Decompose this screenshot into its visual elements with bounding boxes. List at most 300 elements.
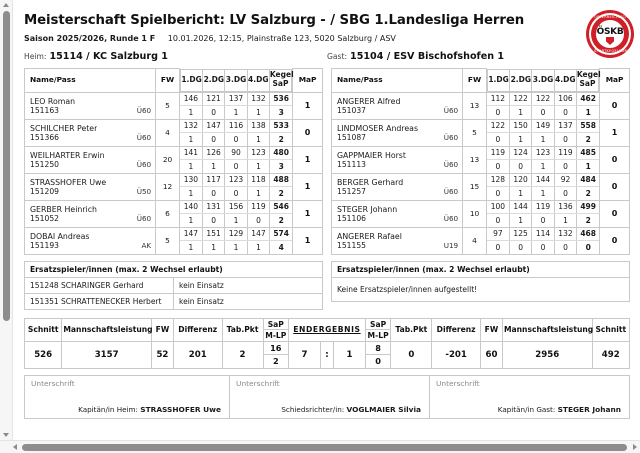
substitute-player: 151351 SCHRATTENECKER Herbert [25, 293, 174, 309]
pin-score: 138 [247, 120, 269, 133]
set-point: 0 [554, 187, 576, 200]
table-header-row [332, 69, 630, 93]
signature-guest-name: STEGER Johann [557, 404, 621, 414]
table-row [332, 146, 630, 173]
home-player-table [24, 68, 323, 255]
player-pass: 151155 [337, 240, 366, 250]
player-name: SCHILCHER Peter [30, 123, 98, 133]
guest-tabpkt-value: 0 [391, 341, 432, 368]
home-mannschaftsleistung-value: 3157 [62, 341, 152, 368]
player-scores [486, 119, 599, 146]
player-scores [179, 200, 292, 227]
scroll-up-arrow-icon[interactable] [3, 3, 9, 7]
set-point: 1 [509, 214, 531, 227]
player-fw: 12 [156, 173, 180, 200]
set-point: 0 [247, 214, 269, 227]
guest-mlp-value: 0 [375, 355, 381, 366]
setpoint-row [180, 160, 292, 173]
signature-referee-role: Schiedsrichter/in: [281, 404, 345, 414]
player-pass: 151052 [30, 213, 59, 223]
set-point: 1 [202, 241, 224, 254]
player-scores [179, 227, 292, 254]
set-point: 0 [495, 107, 501, 117]
report-header [14, 8, 640, 53]
pin-score: 124 [509, 147, 531, 160]
pin-score: 106 [554, 93, 576, 106]
player-pass: 151106 [337, 213, 366, 223]
set-point: 1 [188, 161, 194, 171]
player-fw: 6 [156, 200, 180, 227]
scroll-down-arrow-icon[interactable] [3, 433, 9, 437]
guest-column [331, 68, 630, 310]
player-class: Ü60 [136, 213, 152, 223]
total-pins: 558 [577, 120, 599, 133]
pin-score: 137 [554, 120, 576, 133]
col-fw: FW [463, 69, 487, 93]
set-point: 0 [202, 133, 224, 146]
report-subtitle [24, 33, 580, 44]
home-tabpkt-value: 2 [222, 341, 263, 368]
pin-score: 150 [509, 120, 531, 133]
setpoint-row [487, 106, 599, 119]
home-team-name: 15114 / KC Salzburg 1 [49, 51, 168, 62]
player-class: AK [141, 240, 152, 250]
total-set-points: 2 [270, 133, 292, 146]
set-point: 1 [532, 187, 554, 200]
player-class: Ü60 [443, 159, 459, 169]
home-team [24, 51, 327, 62]
total-set-points: 4 [270, 241, 292, 254]
table-row [332, 227, 630, 254]
scroll-right-arrow-icon[interactable] [633, 444, 637, 450]
player-map: 1 [293, 227, 323, 254]
set-point: 0 [225, 187, 247, 200]
player-name: ANGERER Alfred [337, 96, 401, 106]
player-pass: 151193 [30, 240, 59, 250]
guest-fw-value: 60 [480, 341, 502, 368]
pin-score: 121 [202, 93, 224, 106]
signature-row [14, 375, 640, 419]
guest-differenz-header: Differenz [432, 318, 481, 341]
set-point: 1 [247, 106, 269, 119]
guest-sap-mlp-header [365, 318, 391, 341]
set-point: 0 [532, 214, 554, 227]
player-pass: 151113 [337, 159, 366, 169]
pin-score: 128 [487, 174, 509, 187]
pin-score: 123 [532, 147, 554, 160]
pin-score: 132 [554, 228, 576, 241]
pin-score: 156 [225, 201, 247, 214]
table-row [25, 173, 323, 200]
player-name: ANGERER Rafael [337, 231, 402, 241]
player-name: BERGER Gerhard [337, 177, 404, 187]
pin-score: 140 [180, 201, 202, 214]
set-point: 0 [554, 133, 576, 146]
set-point: 0 [495, 242, 501, 252]
total-pins: 485 [577, 147, 599, 160]
home-mannschaftsleistung-header: Mannschaftsleistung [62, 318, 152, 341]
guest-label: Gast: [327, 52, 348, 61]
player-fw: 4 [156, 119, 180, 146]
signature-guest[interactable] [430, 375, 630, 419]
pin-row [487, 174, 599, 187]
player-name-cell [332, 173, 463, 200]
pin-score: 123 [247, 147, 269, 160]
signature-label: Unterschrift [31, 378, 75, 388]
setpoint-row [180, 106, 292, 119]
pin-score: 122 [509, 93, 531, 106]
table-row [25, 92, 323, 119]
total-pins: 484 [577, 174, 599, 187]
horizontal-scrollbar-thumb[interactable] [22, 444, 627, 451]
set-point: 1 [188, 107, 194, 117]
player-fw: 5 [463, 119, 487, 146]
pin-score: 146 [180, 93, 202, 106]
col-map: MaP [293, 69, 323, 93]
pin-score: 123 [225, 174, 247, 187]
pin-score: 131 [202, 201, 224, 214]
pin-score: 144 [532, 174, 554, 187]
pin-score: 122 [487, 120, 509, 133]
table-row [332, 173, 630, 200]
home-final-score: 7 [289, 341, 321, 368]
set-point: 0 [202, 106, 224, 119]
guest-team [327, 51, 630, 62]
player-scores [179, 173, 292, 200]
set-point: 0 [495, 161, 501, 171]
page-title: Meisterschaft Spielbericht: LV Salzburg - / SBG 1.Landesliga Herren [24, 13, 525, 28]
setpoint-row [180, 241, 292, 254]
set-point: 1 [247, 187, 269, 200]
pin-score: 97 [487, 228, 509, 241]
col-kegel-sap: Kegel SaP [576, 69, 598, 91]
set-point: 0 [554, 106, 576, 119]
col-name-pass: Name/Pass [25, 69, 156, 93]
player-scores [179, 119, 292, 146]
player-fw: 10 [463, 200, 487, 227]
set-point: 0 [202, 214, 224, 227]
pin-score: 136 [554, 201, 576, 214]
player-scores [486, 227, 599, 254]
document-body [14, 0, 640, 438]
player-name: DOBAI Andreas [30, 231, 90, 241]
pin-score: 117 [202, 174, 224, 187]
table-row [332, 119, 630, 146]
set-point: 1 [225, 106, 247, 119]
signature-guest-caption [498, 405, 621, 414]
set-point: 0 [495, 188, 501, 198]
home-schnitt-value: 526 [25, 341, 62, 368]
player-scores [486, 173, 599, 200]
substitutes-title: Ersatzspieler/innen (max. 2 Wechsel erlaubt) [25, 261, 323, 277]
setpoint-row [487, 241, 599, 254]
oeskb-logo-icon [586, 10, 634, 58]
player-name: GERBER Heinrich [30, 204, 97, 214]
player-map: 1 [293, 173, 323, 200]
player-tables [14, 68, 640, 310]
total-set-points: 1 [577, 160, 599, 173]
teams-row [14, 51, 640, 62]
player-pass: 151163 [30, 105, 59, 115]
home-sap-label: SaP [264, 319, 289, 330]
total-set-points: 2 [577, 214, 599, 227]
setpoint-row [180, 214, 292, 227]
player-scores [486, 92, 599, 119]
player-class: Ü50 [136, 186, 152, 196]
signature-home[interactable] [24, 375, 230, 419]
logo-text: ÖSKB [596, 27, 624, 37]
vertical-scrollbar[interactable] [0, 0, 13, 440]
set-point: 1 [509, 106, 531, 119]
player-fw: 5 [156, 92, 180, 119]
player-class: Ü60 [443, 132, 459, 142]
total-pins: 462 [577, 93, 599, 106]
table-row [332, 200, 630, 227]
guest-tabpkt-header: Tab.Pkt [391, 318, 432, 341]
logo-arc-bottom: SPORTKEGELBUND [594, 49, 631, 53]
set-point: 0 [202, 187, 224, 200]
guest-no-substitutes: Keine Ersatzspieler/innen aufgestellt! [332, 277, 630, 301]
signature-home-caption [78, 405, 221, 414]
col-map: MaP [600, 69, 630, 93]
player-name-cell [332, 92, 463, 119]
pin-score: 90 [225, 147, 247, 160]
match-details: 10.01.2026, 12:15, Plainstraße 123, 5020 Salzburg / ASV [167, 34, 396, 43]
home-mlp-value: 2 [272, 355, 279, 366]
player-class: Ü60 [136, 105, 152, 115]
set-point: 1 [247, 241, 269, 254]
guest-sap-label: SaP [366, 319, 391, 330]
set-point: 0 [554, 241, 576, 254]
player-name: GAPPMAIER Horst [337, 150, 406, 160]
pin-score: 129 [225, 228, 247, 241]
guest-sap-value: 8 [366, 342, 391, 355]
result-header-row [25, 318, 630, 341]
total-set-points: 2 [270, 187, 292, 200]
pin-score: 92 [554, 174, 576, 187]
set-point: 0 [509, 160, 531, 173]
table-header-row [25, 69, 323, 93]
player-scores [486, 200, 599, 227]
col-fw: FW [156, 69, 180, 93]
guest-final-score: 1 [334, 341, 366, 368]
table-row [25, 200, 323, 227]
total-set-points: 2 [270, 214, 292, 227]
player-name-cell [25, 173, 156, 200]
player-name-cell [332, 227, 463, 254]
set-point: 0 [495, 134, 501, 144]
pin-score: 116 [225, 120, 247, 133]
guest-sap-mlp-value [365, 341, 391, 368]
pin-score: 118 [247, 174, 269, 187]
setpoint-row [180, 133, 292, 146]
pin-score: 147 [202, 120, 224, 133]
pin-row [487, 201, 599, 214]
player-fw: 13 [463, 92, 487, 119]
substitute-row [25, 293, 323, 309]
pin-score: 119 [554, 147, 576, 160]
signature-referee-caption [281, 405, 421, 414]
set-point: 1 [225, 214, 247, 227]
player-name-cell [25, 119, 156, 146]
set-point: 1 [188, 215, 194, 225]
player-fw: 4 [463, 227, 487, 254]
player-scores [179, 92, 292, 119]
total-set-points: 1 [577, 106, 599, 119]
set-point: 1 [509, 133, 531, 146]
col-3dg: 3.DG [532, 69, 554, 91]
pin-row [180, 228, 292, 241]
set-point: 1 [202, 160, 224, 173]
guest-schnitt-header: Schnitt [592, 318, 629, 341]
player-map: 0 [600, 200, 630, 227]
guest-fw-header: FW [480, 318, 502, 341]
col-1dg: 1.DG [487, 69, 509, 91]
home-fw-header: FW [151, 318, 173, 341]
substitute-row [25, 277, 323, 293]
pin-row [487, 147, 599, 160]
col-dg-group [486, 69, 599, 93]
substitute-player: 151248 SCHARINGER Gerhard [25, 277, 174, 293]
player-class: Ü60 [136, 159, 152, 169]
player-fw: 15 [463, 173, 487, 200]
set-point: 1 [554, 214, 576, 227]
pin-score: 126 [202, 147, 224, 160]
player-class: Ü60 [443, 105, 459, 115]
player-fw: 20 [156, 146, 180, 173]
player-name-cell [332, 146, 463, 173]
set-point: 1 [532, 133, 554, 146]
signature-referee[interactable] [230, 375, 430, 419]
home-differenz-header: Differenz [173, 318, 222, 341]
pin-score: 119 [487, 147, 509, 160]
set-point: 1 [532, 160, 554, 173]
setpoint-row [180, 187, 292, 200]
setpoint-row [487, 214, 599, 227]
pin-score: 114 [532, 228, 554, 241]
col-name-pass: Name/Pass [332, 69, 463, 93]
player-map: 0 [600, 92, 630, 119]
guest-substitutes-table [331, 261, 630, 302]
col-kegel-sap: Kegel SaP [269, 69, 291, 91]
setpoint-row [487, 133, 599, 146]
guest-mlp-label: M-LP [367, 330, 389, 340]
pin-row [487, 228, 599, 241]
player-class: U19 [443, 240, 459, 250]
pin-row [180, 120, 292, 133]
col-3dg: 3.DG [225, 69, 247, 91]
home-mlp-label: M-LP [265, 330, 287, 340]
home-substitutes-table [24, 261, 323, 310]
home-fw-value: 52 [151, 341, 173, 368]
player-name: STEGER Johann [337, 204, 398, 214]
player-map: 1 [293, 200, 323, 227]
pin-score: 119 [247, 201, 269, 214]
player-map: 1 [600, 119, 630, 146]
pin-score: 147 [247, 228, 269, 241]
player-name: STRASSHOFER Uwe [30, 177, 107, 187]
pin-row [180, 93, 292, 106]
player-fw: 5 [156, 227, 180, 254]
player-name: LINDMOSER Andreas [337, 123, 419, 133]
signature-label: Unterschrift [436, 378, 480, 388]
player-class: Ü60 [443, 186, 459, 196]
col-4dg: 4.DG [247, 69, 269, 91]
score-separator: : [320, 341, 333, 368]
signature-home-name: STRASSHOFER Uwe [140, 404, 222, 414]
pin-row [487, 93, 599, 106]
horizontal-scrollbar[interactable] [0, 440, 640, 453]
total-set-points: 3 [270, 160, 292, 173]
set-point: 1 [188, 242, 194, 252]
player-map: 0 [600, 146, 630, 173]
set-point: 0 [225, 160, 247, 173]
pin-score: 132 [247, 93, 269, 106]
home-label: Heim: [24, 52, 47, 61]
pin-score: 144 [509, 201, 531, 214]
pin-score: 130 [180, 174, 202, 187]
pin-score: 141 [180, 147, 202, 160]
pin-row [180, 201, 292, 214]
set-point: 1 [247, 160, 269, 173]
player-name-cell [25, 227, 156, 254]
player-map: 0 [600, 227, 630, 254]
substitute-status: kein Einsatz [174, 293, 323, 309]
pin-score: 132 [180, 120, 202, 133]
home-tabpkt-header: Tab.Pkt [222, 318, 263, 341]
scroll-left-arrow-icon[interactable] [13, 444, 17, 450]
result-table [24, 318, 630, 369]
player-scores [486, 146, 599, 173]
total-pins: 468 [577, 228, 599, 241]
total-pins: 480 [270, 147, 292, 160]
player-pass: 151087 [337, 132, 366, 142]
home-substitute-rows [25, 277, 323, 309]
pin-score: 151 [202, 228, 224, 241]
result-value-row [25, 341, 630, 368]
vertical-scrollbar-thumb[interactable] [3, 11, 10, 321]
pin-score: 149 [532, 120, 554, 133]
pin-score: 120 [509, 174, 531, 187]
season-round: Saison 2025/2026, Runde 1 F [24, 34, 156, 43]
pin-row [180, 174, 292, 187]
pin-score: 147 [180, 228, 202, 241]
total-pins: 536 [270, 93, 292, 106]
total-set-points: 2 [577, 187, 599, 200]
total-pins: 546 [270, 201, 292, 214]
player-name-cell [332, 119, 463, 146]
player-pass: 151037 [337, 105, 366, 115]
pin-score: 100 [487, 201, 509, 214]
pin-row [180, 147, 292, 160]
set-point: 0 [554, 160, 576, 173]
player-pass: 151257 [337, 186, 366, 196]
home-column [24, 68, 323, 310]
player-map: 0 [600, 173, 630, 200]
substitutes-title: Ersatzspieler/innen (max. 2 Wechsel erlaubt) [332, 261, 630, 277]
table-row [25, 227, 323, 254]
set-point: 0 [532, 106, 554, 119]
set-point: 0 [225, 133, 247, 146]
home-sap-value: 16 [264, 342, 289, 355]
home-sap-mlp-header [263, 318, 289, 341]
result-summary [14, 318, 640, 369]
pin-score: 112 [487, 93, 509, 106]
guest-schnitt-value: 492 [592, 341, 629, 368]
table-row [332, 92, 630, 119]
guest-team-name: 15104 / ESV Bischofshofen 1 [350, 51, 505, 62]
player-name-cell [25, 92, 156, 119]
